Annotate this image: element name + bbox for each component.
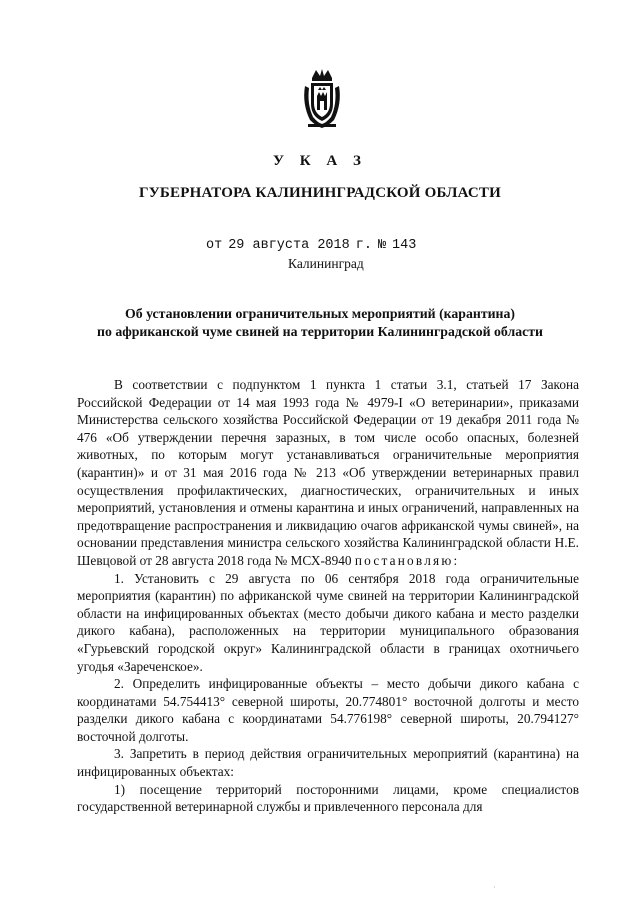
item-1-paragraph: 1. Установить с 29 августа по 06 сентября 2018 года ограничительные мероприятия (карантин) по африканской чуме свиней на территории Калининградской области на инфицированных объектах (место добычи дикого кабана и место разделки дикого кабана), расположенных на территории муниципального образования «Гурьевский городской округ» Калининградской области в границах охотничьего угодья «Зареченское».: [77, 570, 579, 674]
decree-keyword: постановляю:: [354, 552, 460, 568]
document-type-heading: У К А З: [273, 153, 367, 169]
date-suffix: г.: [355, 238, 372, 253]
date-line: [206, 238, 416, 253]
document-body: [77, 376, 579, 816]
scan-mark: ·: [493, 883, 496, 892]
preamble-paragraph: [77, 376, 579, 570]
issuer-heading: ГУБЕРНАТОРА КАЛИНИНГРАДСКОЙ ОБЛАСТИ: [138, 185, 501, 201]
preamble-text: В соответствии с подпунктом 1 пункта 1 статьи 3.1, статьей 17 Закона Российской Федерации от 14 мая 1993 года № 4979-I «О ветеринарии», приказами Министерства сельского хозяйства Российской Федерации от 19 декабря 2011 года № 476 «Об утверждении перечня заразных, в том числе особо опасных, болезней животных, по которым могут устанавливаться ограничительные мероприятия (карантин)» и от 31 мая 2016 года № 213 «Об утверждении ветеринарных правил осуществления профилактических, диагностических, ограничительных и иных мероприятий, установления и отмены карантина и иных ограничений, направленных на предотвращение распространения и ликвидацию очагов африканской чумы свиней», на основании представления министра сельского хозяйства Калининградской области Н.Е. Шевцовой от 28 августа 2018 года № МСХ-8940: [77, 377, 579, 568]
subject-line-1: Об установлении ограничительных мероприятий (карантина): [124, 306, 515, 321]
item-3-paragraph: 3. Запретить в период действия ограничительных мероприятий (карантина) на инфицированных объектах:: [77, 746, 579, 780]
document-subject: [0, 305, 640, 341]
item-3-1-paragraph: 1) посещение территорий посторонними лицами, кроме специалистов государственной ветеринарной службы и привлеченного персонала для: [77, 781, 579, 815]
number-sign: №: [377, 238, 387, 253]
document-number: 143: [392, 238, 417, 253]
date-prefix: от: [206, 238, 223, 253]
item-2-paragraph: 2. Определить инфицированные объекты – место добычи дикого кабана с координатами 54.754413° северной широты, 20.774801° восточной долготы и место разделки дикого кабана с координатами 54.776198° северной широты, 20.794127° восточной долготы.: [77, 676, 579, 744]
city-name: Калининград: [288, 256, 364, 271]
date-value: 29 августа 2018: [228, 238, 350, 253]
coat-of-arms-icon: [300, 68, 344, 130]
subject-line-2: по африканской чуме свиней на территории Калининградской области: [97, 324, 543, 339]
